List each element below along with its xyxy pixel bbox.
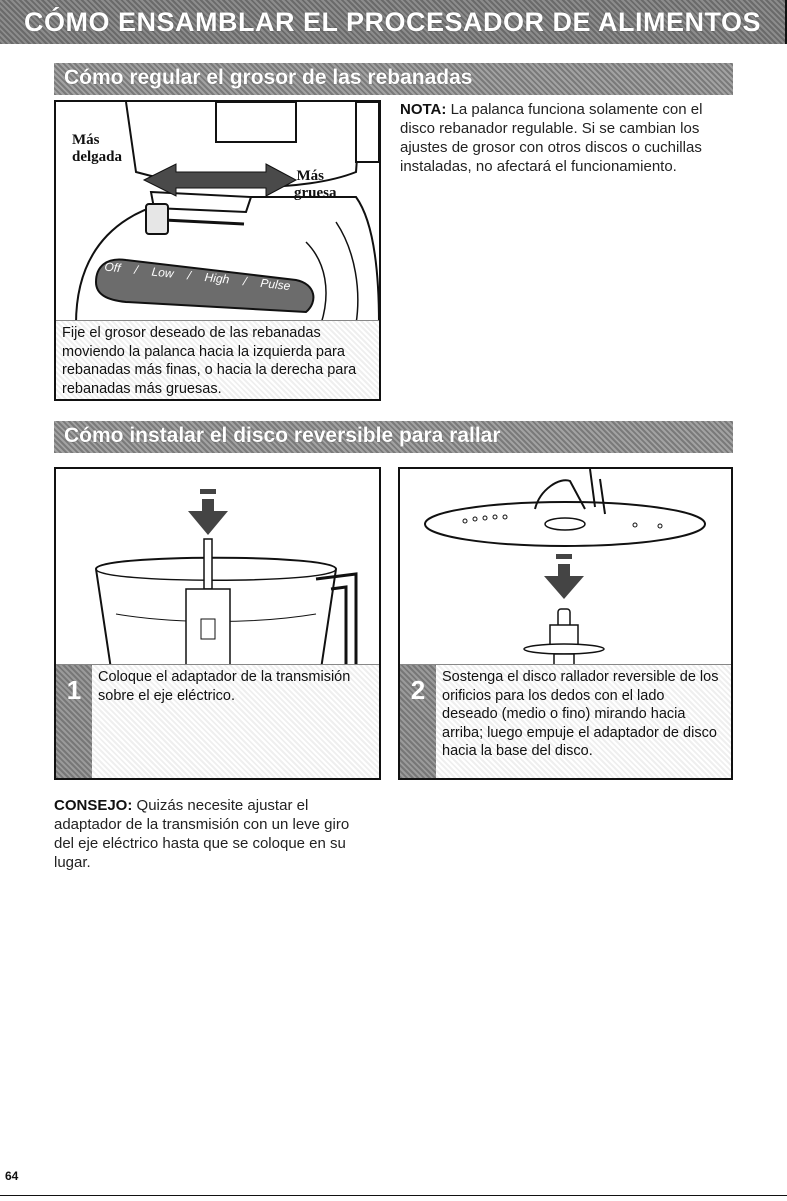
step-1-text: Coloque el adaptador de la transmisión sobre el eje eléctrico. [98,669,351,704]
step-2-number: 2 [400,665,436,778]
label-thinner-line2: delgada [72,149,123,165]
section-heading-text: Cómo regular el grosor de las rebanadas [64,66,473,89]
label-thinner [72,132,122,166]
tip-label: CONSEJO: [54,797,133,814]
control-off: Off [103,259,122,276]
step-2-text: Sostenga el disco rallador reversible de los orificios para los dedos con el lado deseado (medio o fino) mirando hacia arriba; luego empuje el adaptador de disco hacia la base del disco. [442,669,719,759]
label-thinner-line1: Más [72,132,100,148]
control-low: Low [150,264,175,281]
label-thicker [284,168,337,202]
footer-rule [0,1195,787,1196]
step-2-box [398,467,733,780]
step-1-caption [56,664,379,778]
control-high: High [203,270,230,287]
drive-adapter-illustration [56,469,379,669]
section-heading-text: Cómo instalar el disco reversible para rallar [64,424,501,447]
label-thicker-line1: Más [296,168,324,184]
tip-paragraph [54,796,354,872]
tip-text: Quizás necesite ajustar el adaptador de la transmisión con un leve giro del eje eléctrico hasta que se coloque en su lugar. [54,797,350,871]
page-title-banner [0,0,787,44]
slice-thickness-illustration-box [54,100,381,401]
slice-thickness-caption-text: Fije el grosor deseado de las rebanadas moviendo la palanca hacia la izquierda para rebanadas más finas, o hacia la derecha para rebanadas más gruesas. [62,325,357,397]
section-heading-slice-thickness [54,63,733,95]
slice-thickness-caption [56,320,379,399]
note-text: La palanca funciona solamente con el disco rebanador regulable. Si se cambian los ajustes de grosor con otros discos o cuchillas instaladas, no afectará el funcionamiento. [400,101,703,175]
page-number: 64 [5,1169,19,1183]
label-thicker-line2: gruesa [294,185,337,201]
section-heading-grating-disc [54,421,733,453]
note-label: NOTA: [400,101,447,118]
note-paragraph [400,100,730,176]
step-1-box [54,467,381,780]
step-1-number: 1 [56,665,92,778]
control-pulse: Pulse [259,275,292,294]
page-title: CÓMO ENSAMBLAR EL PROCESADOR DE ALIMENTOS [23,7,762,37]
step-2-caption [400,664,731,778]
control-panel-labels: Off / Low / High / Pulse [103,259,292,294]
grating-disc-illustration [400,469,731,669]
